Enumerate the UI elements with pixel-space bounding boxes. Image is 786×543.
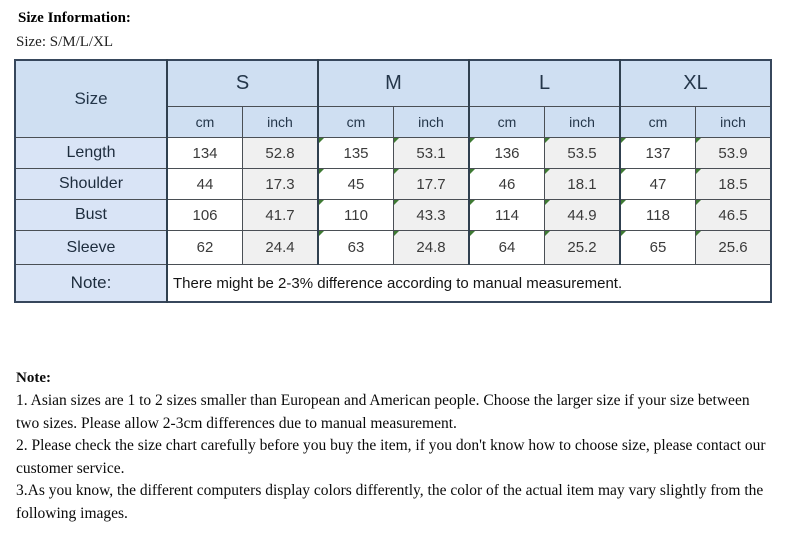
size-value-cell: 136	[469, 138, 545, 169]
size-value-cell: 118	[620, 200, 696, 231]
size-chart-table	[14, 59, 772, 303]
unit-header-l-cm: cm	[469, 107, 545, 138]
size-value-cell: 43.3	[394, 200, 470, 231]
size-value-cell: 53.5	[545, 138, 621, 169]
size-value-cell: 25.2	[545, 231, 621, 265]
size-value-cell: 53.9	[696, 138, 772, 169]
size-value-cell: 64	[469, 231, 545, 265]
size-value-cell: 63	[318, 231, 394, 265]
note-row-section	[15, 265, 771, 303]
size-table-body	[15, 138, 771, 265]
page-subtitle: Size: S/M/L/XL	[16, 34, 114, 50]
footer-note-item-2: 2. Please check the size chart carefully before you buy the item, if you don't know how to choose size, please contact our customer service.	[16, 437, 766, 477]
measurement-row-sleeve	[15, 231, 771, 265]
size-value-cell: 53.1	[394, 138, 470, 169]
measurement-row-shoulder	[15, 169, 771, 200]
size-value-cell: 41.7	[243, 200, 319, 231]
row-label-sleeve: Sleeve	[15, 231, 167, 265]
size-value-cell: 110	[318, 200, 394, 231]
size-header-m: M	[318, 60, 469, 107]
size-value-cell: 52.8	[243, 138, 319, 169]
size-value-cell: 18.5	[696, 169, 772, 200]
size-value-cell: 44.9	[545, 200, 621, 231]
unit-header-m-inch: inch	[394, 107, 470, 138]
size-value-cell: 44	[167, 169, 243, 200]
note-row	[15, 265, 771, 303]
size-value-cell: 62	[167, 231, 243, 265]
page-title: Size Information:	[18, 10, 131, 26]
footer-note-heading: Note:	[16, 370, 51, 386]
unit-header-l-inch: inch	[545, 107, 621, 138]
unit-header-xl-cm: cm	[620, 107, 696, 138]
unit-header-s-cm: cm	[167, 107, 243, 138]
size-value-cell: 114	[469, 200, 545, 231]
footer-note-item-1: 1. Asian sizes are 1 to 2 sizes smaller than European and American people. Choose the larger size if your size between two sizes. Please allow 2-3cm differences due to manual measurement.	[16, 392, 750, 432]
measurement-row-bust	[15, 200, 771, 231]
footer-notes	[16, 367, 772, 525]
size-value-cell: 65	[620, 231, 696, 265]
size-value-cell: 137	[620, 138, 696, 169]
size-value-cell: 45	[318, 169, 394, 200]
size-header-xl: XL	[620, 60, 771, 107]
size-value-cell: 135	[318, 138, 394, 169]
unit-header-xl-inch: inch	[696, 107, 772, 138]
size-header-l: L	[469, 60, 620, 107]
row-label-length: Length	[15, 138, 167, 169]
row-label-shoulder: Shoulder	[15, 169, 167, 200]
size-value-cell: 25.6	[696, 231, 772, 265]
unit-header-m-cm: cm	[318, 107, 394, 138]
size-value-cell: 46	[469, 169, 545, 200]
size-value-cell: 17.7	[394, 169, 470, 200]
row-label-bust: Bust	[15, 200, 167, 231]
unit-header-s-inch: inch	[243, 107, 319, 138]
note-label-cell: Note:	[15, 265, 167, 303]
size-header-row	[15, 60, 771, 107]
measurement-row-length	[15, 138, 771, 169]
size-value-cell: 47	[620, 169, 696, 200]
size-value-cell: 106	[167, 200, 243, 231]
size-value-cell: 17.3	[243, 169, 319, 200]
size-value-cell: 134	[167, 138, 243, 169]
size-value-cell: 18.1	[545, 169, 621, 200]
note-text-cell: There might be 2-3% difference according to manual measurement.	[167, 265, 771, 303]
size-value-cell: 24.4	[243, 231, 319, 265]
size-value-cell: 24.8	[394, 231, 470, 265]
size-value-cell: 46.5	[696, 200, 772, 231]
size-header-s: S	[167, 60, 318, 107]
size-corner-header: Size	[15, 60, 167, 138]
footer-note-item-3: 3.As you know, the different computers display colors differently, the color of the actual item may vary slightly from the following images.	[16, 482, 764, 522]
